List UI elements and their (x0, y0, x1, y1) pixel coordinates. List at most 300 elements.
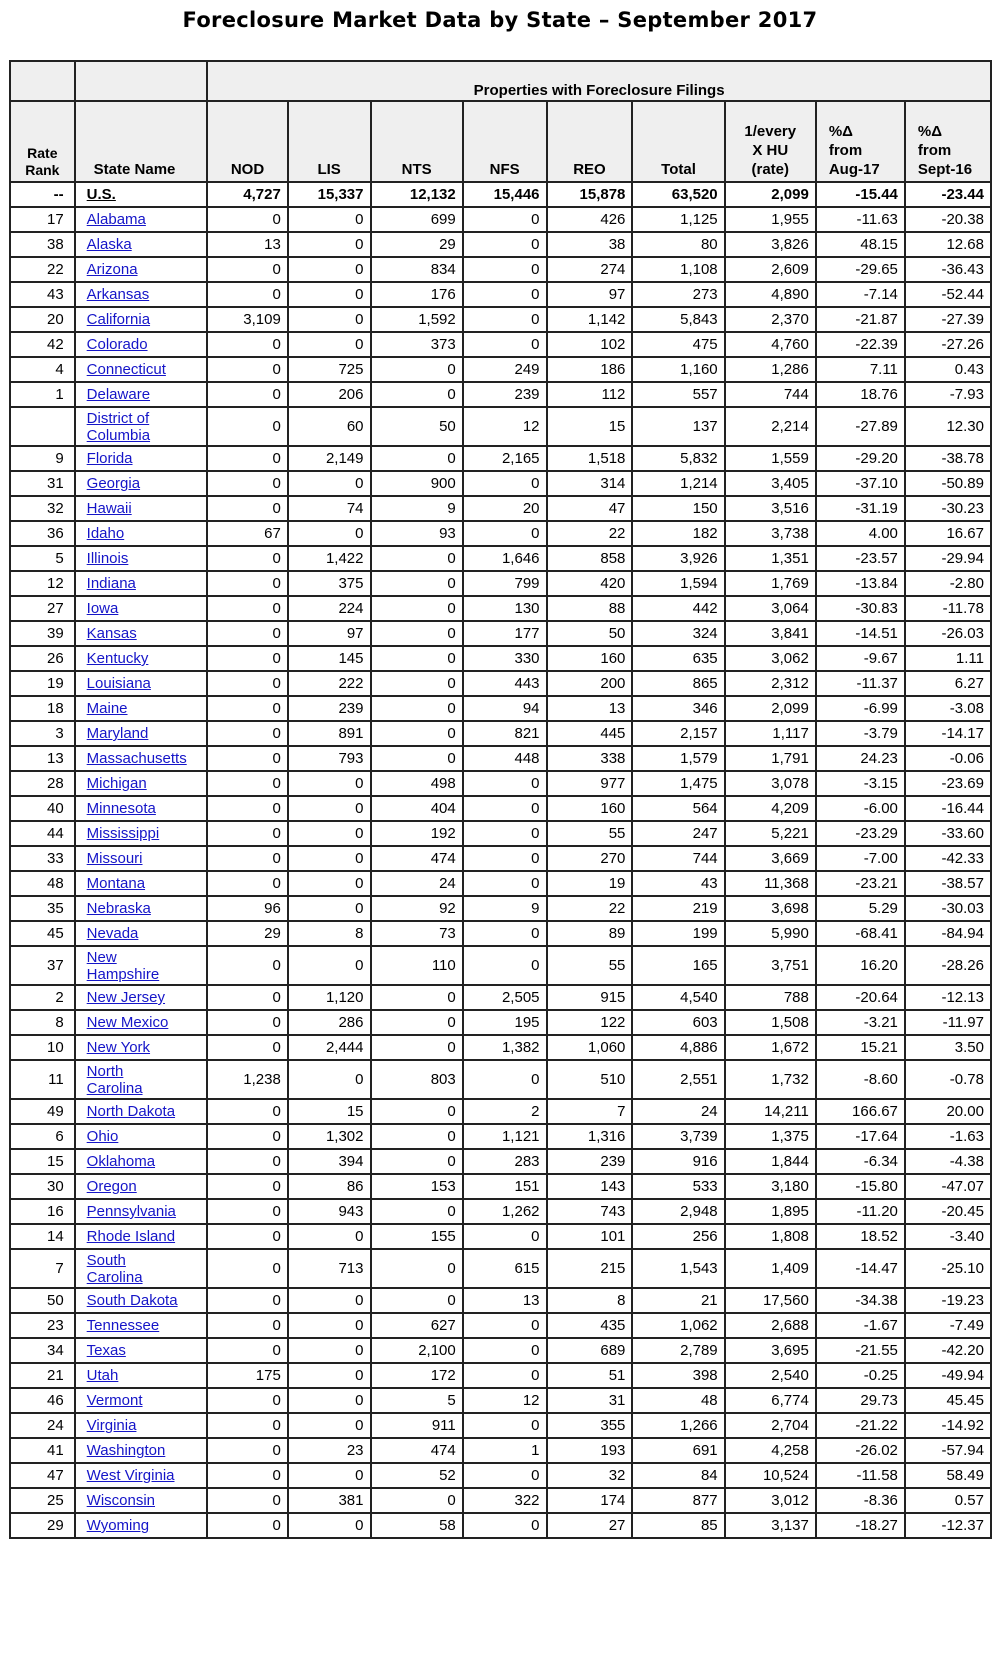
cell-reo: 977 (547, 771, 633, 796)
cell-state-name (75, 1363, 208, 1388)
table-row (10, 332, 991, 357)
cell-nts: 0 (371, 985, 463, 1010)
state-link[interactable] (87, 1467, 175, 1484)
cell-nts: 0 (371, 746, 463, 771)
cell-aug: -21.55 (816, 1338, 905, 1363)
cell-sept: -7.49 (905, 1313, 991, 1338)
cell-sept: 58.49 (905, 1463, 991, 1488)
cell-aug: -8.36 (816, 1488, 905, 1513)
state-link[interactable] (87, 1063, 143, 1097)
state-link[interactable] (87, 900, 151, 917)
header-rate-line3: (rate) (751, 161, 789, 178)
state-link[interactable] (87, 875, 145, 892)
cell-reo: 160 (547, 796, 633, 821)
state-link-text: U.S. (86, 186, 116, 203)
cell-nod: 0 (207, 257, 288, 282)
cell-nfs: 283 (463, 1149, 547, 1174)
state-link-text: Massachusetts (86, 750, 187, 767)
state-link-text: Alaska (86, 236, 132, 253)
state-link-text: Rhode Island (86, 1228, 176, 1245)
cell-state-name (75, 1338, 208, 1363)
cell-nfs: 1,262 (463, 1199, 547, 1224)
cell-sept: -38.78 (905, 446, 991, 471)
state-link[interactable] (87, 550, 129, 567)
state-link[interactable] (87, 1442, 166, 1459)
cell-rate-rank: 42 (10, 332, 75, 357)
cell-nts: 93 (371, 521, 463, 546)
table-row (10, 1388, 991, 1413)
cell-rate-rank (10, 407, 75, 446)
cell-rate: 3,841 (725, 621, 816, 646)
cell-aug: -1.67 (816, 1313, 905, 1338)
state-link[interactable] (87, 1317, 160, 1334)
cell-nts: 0 (371, 1199, 463, 1224)
cell-total: 346 (632, 696, 724, 721)
state-link-text: Colorado (86, 336, 148, 353)
cell-rate: 2,099 (725, 182, 816, 207)
state-link[interactable] (87, 1292, 178, 1309)
state-link[interactable] (87, 750, 187, 767)
cell-total: 691 (632, 1438, 724, 1463)
state-link[interactable] (87, 825, 160, 842)
state-link[interactable] (87, 1128, 119, 1145)
cell-total: 21 (632, 1288, 724, 1313)
state-link[interactable] (87, 1492, 155, 1509)
state-link[interactable] (87, 286, 150, 303)
cell-state-name (75, 357, 208, 382)
cell-nfs: 0 (463, 521, 547, 546)
cell-nod: 0 (207, 571, 288, 596)
cell-nfs: 799 (463, 571, 547, 596)
cell-state-name (75, 307, 208, 332)
cell-aug: -29.65 (816, 257, 905, 282)
cell-nfs: 0 (463, 1363, 547, 1388)
cell-lis: 0 (288, 946, 371, 985)
cell-aug: 18.52 (816, 1224, 905, 1249)
cell-nts: 699 (371, 207, 463, 232)
cell-sept: 45.45 (905, 1388, 991, 1413)
cell-reo: 122 (547, 1010, 633, 1035)
cell-aug: -11.63 (816, 207, 905, 232)
header-state-name: State Name (75, 101, 208, 182)
cell-sept: -0.06 (905, 746, 991, 771)
table-row (10, 307, 991, 332)
cell-nfs: 177 (463, 621, 547, 646)
state-link[interactable] (87, 600, 119, 617)
cell-rate-rank: 31 (10, 471, 75, 496)
cell-reo: 160 (547, 646, 633, 671)
header-total: Total (632, 101, 724, 182)
cell-sept: -27.39 (905, 307, 991, 332)
cell-nod: 0 (207, 1388, 288, 1413)
header-row-group (10, 61, 991, 101)
cell-sept: -52.44 (905, 282, 991, 307)
state-link[interactable] (87, 361, 166, 378)
cell-nts: 0 (371, 546, 463, 571)
state-link-text: Florida (86, 450, 133, 467)
cell-nod: 0 (207, 1199, 288, 1224)
state-link[interactable] (87, 1153, 155, 1170)
cell-sept: -4.38 (905, 1149, 991, 1174)
table-row (10, 382, 991, 407)
state-link[interactable] (87, 700, 128, 717)
cell-nod: 0 (207, 1513, 288, 1538)
cell-lis: 0 (288, 1313, 371, 1338)
cell-state-name (75, 1438, 208, 1463)
cell-rate-rank: 39 (10, 621, 75, 646)
cell-sept: 6.27 (905, 671, 991, 696)
cell-nod: 0 (207, 546, 288, 571)
cell-total: 1,594 (632, 571, 724, 596)
cell-lis: 0 (288, 282, 371, 307)
cell-nts: 404 (371, 796, 463, 821)
cell-total: 1,579 (632, 746, 724, 771)
table-row (10, 946, 991, 985)
cell-aug: -18.27 (816, 1513, 905, 1538)
cell-rate: 1,732 (725, 1060, 816, 1099)
cell-total: 85 (632, 1513, 724, 1538)
cell-lis: 60 (288, 407, 371, 446)
cell-nfs: 0 (463, 771, 547, 796)
cell-sept: 0.43 (905, 357, 991, 382)
cell-nts: 0 (371, 382, 463, 407)
header-blank-rank (10, 61, 75, 101)
cell-reo: 7 (547, 1099, 633, 1124)
cell-sept: -30.23 (905, 496, 991, 521)
table-row (10, 1124, 991, 1149)
cell-reo: 420 (547, 571, 633, 596)
state-link[interactable] (87, 989, 165, 1006)
state-link[interactable] (87, 1014, 169, 1031)
state-link[interactable] (87, 949, 160, 983)
state-link[interactable] (87, 850, 143, 867)
cell-nfs: 0 (463, 871, 547, 896)
cell-nts: 900 (371, 471, 463, 496)
table-row (10, 1035, 991, 1060)
cell-rate: 6,774 (725, 1388, 816, 1413)
cell-total: 1,160 (632, 357, 724, 382)
cell-lis: 0 (288, 521, 371, 546)
state-link[interactable] (87, 625, 137, 642)
cell-aug: -14.47 (816, 1249, 905, 1288)
cell-aug: -0.25 (816, 1363, 905, 1388)
cell-rate: 11,368 (725, 871, 816, 896)
cell-aug: -21.87 (816, 307, 905, 332)
cell-nts: 0 (371, 571, 463, 596)
cell-sept: -29.94 (905, 546, 991, 571)
cell-nfs: 0 (463, 207, 547, 232)
cell-lis: 15,337 (288, 182, 371, 207)
table-row (10, 207, 991, 232)
cell-lis: 0 (288, 1388, 371, 1413)
table-row (10, 721, 991, 746)
cell-rate-rank: 19 (10, 671, 75, 696)
cell-aug: -23.21 (816, 871, 905, 896)
state-link[interactable] (87, 450, 133, 467)
cell-state-name (75, 282, 208, 307)
cell-rate-rank: 13 (10, 746, 75, 771)
cell-reo: 102 (547, 332, 633, 357)
state-link[interactable] (87, 1392, 143, 1409)
header-pct-sept-line2: from (917, 142, 952, 159)
cell-aug: 29.73 (816, 1388, 905, 1413)
cell-rate-rank: 36 (10, 521, 75, 546)
state-link[interactable] (87, 1517, 149, 1534)
cell-reo: 31 (547, 1388, 633, 1413)
cell-nod: 0 (207, 282, 288, 307)
cell-aug: -8.60 (816, 1060, 905, 1099)
state-link-text: Columbia (86, 426, 151, 444)
cell-rate: 1,791 (725, 746, 816, 771)
cell-reo: 19 (547, 871, 633, 896)
cell-nfs: 12 (463, 407, 547, 446)
cell-rate-rank: 50 (10, 1288, 75, 1313)
cell-reo: 55 (547, 946, 633, 985)
state-link[interactable] (87, 500, 132, 517)
cell-rate: 1,286 (725, 357, 816, 382)
cell-rate: 3,405 (725, 471, 816, 496)
cell-aug: -21.22 (816, 1413, 905, 1438)
cell-rate: 4,760 (725, 332, 816, 357)
state-link-text: Hawaii (86, 500, 132, 517)
state-link-text: Pennsylvania (86, 1203, 176, 1220)
state-link[interactable] (87, 1039, 150, 1056)
state-link[interactable] (87, 1342, 126, 1359)
cell-rate: 744 (725, 382, 816, 407)
cell-lis: 0 (288, 771, 371, 796)
cell-reo: 174 (547, 1488, 633, 1513)
cell-rate: 2,214 (725, 407, 816, 446)
cell-lis: 0 (288, 471, 371, 496)
cell-state-name (75, 1149, 208, 1174)
cell-nts: 0 (371, 1288, 463, 1313)
cell-nts: 474 (371, 1438, 463, 1463)
state-link[interactable] (87, 575, 136, 592)
state-link[interactable] (87, 775, 147, 792)
cell-state-name (75, 1388, 208, 1413)
state-link[interactable] (87, 386, 150, 403)
cell-state-name (75, 871, 208, 896)
cell-state-name (75, 921, 208, 946)
state-link[interactable] (87, 1103, 175, 1120)
table-row (10, 1413, 991, 1438)
cell-nod: 0 (207, 696, 288, 721)
state-link[interactable] (87, 1252, 143, 1286)
cell-nts: 58 (371, 1513, 463, 1538)
cell-lis: 0 (288, 1463, 371, 1488)
state-link[interactable] (87, 261, 138, 278)
cell-nts: 155 (371, 1224, 463, 1249)
cell-rate: 1,808 (725, 1224, 816, 1249)
cell-state-name (75, 1224, 208, 1249)
header-pct-aug-line3: Aug-17 (828, 161, 880, 178)
cell-rate-rank: 33 (10, 846, 75, 871)
cell-rate: 5,990 (725, 921, 816, 946)
cell-rate-rank: 45 (10, 921, 75, 946)
cell-rate-rank: 29 (10, 1513, 75, 1538)
cell-sept: -27.26 (905, 332, 991, 357)
cell-state-name (75, 471, 208, 496)
cell-rate-rank: 38 (10, 232, 75, 257)
header-nts: NTS (371, 101, 463, 182)
cell-state-name (75, 621, 208, 646)
state-link[interactable] (87, 1417, 137, 1434)
cell-sept: -3.40 (905, 1224, 991, 1249)
cell-total: 324 (632, 621, 724, 646)
cell-reo: 8 (547, 1288, 633, 1313)
state-link[interactable] (87, 475, 140, 492)
state-link[interactable] (87, 236, 132, 253)
cell-nfs: 2 (463, 1099, 547, 1124)
cell-nts: 0 (371, 1249, 463, 1288)
cell-nfs: 12 (463, 1388, 547, 1413)
cell-rate: 3,695 (725, 1338, 816, 1363)
state-link[interactable] (87, 800, 156, 817)
cell-state-name (75, 446, 208, 471)
cell-nfs: 0 (463, 1224, 547, 1249)
state-link[interactable] (87, 925, 139, 942)
cell-lis: 97 (288, 621, 371, 646)
state-link[interactable] (87, 675, 151, 692)
state-link[interactable] (87, 410, 150, 444)
cell-nfs: 0 (463, 232, 547, 257)
cell-rate-rank: 6 (10, 1124, 75, 1149)
cell-rate-rank: 14 (10, 1224, 75, 1249)
cell-rate-rank: 20 (10, 307, 75, 332)
cell-aug: 24.23 (816, 746, 905, 771)
cell-rate: 1,769 (725, 571, 816, 596)
cell-nod: 0 (207, 746, 288, 771)
state-link-text: New Mexico (86, 1014, 169, 1031)
cell-aug: 48.15 (816, 232, 905, 257)
state-link-text: Tennessee (86, 1317, 160, 1334)
cell-rate: 788 (725, 985, 816, 1010)
state-link[interactable] (87, 186, 116, 203)
cell-nod: 1,238 (207, 1060, 288, 1099)
cell-rate-rank: 48 (10, 871, 75, 896)
state-link-text: New (86, 948, 117, 966)
cell-sept: -7.93 (905, 382, 991, 407)
cell-nts: 0 (371, 1099, 463, 1124)
cell-rate: 3,826 (725, 232, 816, 257)
cell-sept: -19.23 (905, 1288, 991, 1313)
cell-total: 3,926 (632, 546, 724, 571)
state-link[interactable] (87, 1203, 176, 1220)
cell-nod: 0 (207, 1224, 288, 1249)
cell-lis: 0 (288, 332, 371, 357)
cell-reo: 1,142 (547, 307, 633, 332)
state-link[interactable] (87, 311, 150, 328)
state-link[interactable] (87, 1367, 119, 1384)
table-row (10, 257, 991, 282)
cell-nod: 0 (207, 846, 288, 871)
state-link[interactable] (87, 1228, 175, 1245)
cell-rate-rank: 18 (10, 696, 75, 721)
cell-nts: 73 (371, 921, 463, 946)
cell-total: 865 (632, 671, 724, 696)
cell-state-name (75, 382, 208, 407)
cell-reo: 314 (547, 471, 633, 496)
cell-state-name (75, 1199, 208, 1224)
cell-state-name (75, 571, 208, 596)
state-link-text: Missouri (86, 850, 143, 867)
cell-aug: -14.51 (816, 621, 905, 646)
cell-rate: 2,312 (725, 671, 816, 696)
cell-reo: 51 (547, 1363, 633, 1388)
cell-total: 80 (632, 232, 724, 257)
cell-lis: 0 (288, 1288, 371, 1313)
cell-rate: 3,062 (725, 646, 816, 671)
cell-aug: -11.58 (816, 1463, 905, 1488)
cell-rate-rank: 8 (10, 1010, 75, 1035)
state-link[interactable] (87, 336, 148, 353)
cell-state-name (75, 1174, 208, 1199)
cell-lis: 0 (288, 796, 371, 821)
state-link[interactable] (87, 525, 125, 542)
cell-rate-rank: 24 (10, 1413, 75, 1438)
cell-aug: -11.37 (816, 671, 905, 696)
cell-reo: 200 (547, 671, 633, 696)
cell-sept: -25.10 (905, 1249, 991, 1288)
cell-nts: 498 (371, 771, 463, 796)
cell-sept: -11.97 (905, 1010, 991, 1035)
cell-total: 84 (632, 1463, 724, 1488)
cell-sept: 12.30 (905, 407, 991, 446)
cell-lis: 943 (288, 1199, 371, 1224)
table-row (10, 546, 991, 571)
cell-aug: -3.79 (816, 721, 905, 746)
cell-reo: 38 (547, 232, 633, 257)
cell-total: 199 (632, 921, 724, 946)
cell-lis: 0 (288, 871, 371, 896)
cell-state-name (75, 746, 208, 771)
state-link[interactable] (87, 1178, 137, 1195)
cell-rate: 1,559 (725, 446, 816, 471)
cell-nod: 0 (207, 1010, 288, 1035)
cell-aug: -7.00 (816, 846, 905, 871)
cell-nod: 0 (207, 646, 288, 671)
state-link[interactable] (87, 650, 149, 667)
cell-reo: 27 (547, 1513, 633, 1538)
cell-aug: -15.80 (816, 1174, 905, 1199)
cell-rate-rank: 1 (10, 382, 75, 407)
cell-aug: -68.41 (816, 921, 905, 946)
cell-nfs: 0 (463, 332, 547, 357)
cell-lis: 0 (288, 1513, 371, 1538)
cell-nts: 0 (371, 1149, 463, 1174)
cell-rate-rank: 17 (10, 207, 75, 232)
header-reo: REO (547, 101, 633, 182)
table-row (10, 1199, 991, 1224)
cell-lis: 1,422 (288, 546, 371, 571)
header-rate-rank-line2: Rank (25, 162, 60, 178)
cell-aug: -7.14 (816, 282, 905, 307)
state-link[interactable] (87, 211, 146, 228)
cell-nfs: 0 (463, 282, 547, 307)
cell-state-name (75, 332, 208, 357)
cell-reo: 355 (547, 1413, 633, 1438)
cell-sept: -38.57 (905, 871, 991, 896)
table-row (10, 496, 991, 521)
cell-nfs: 2,505 (463, 985, 547, 1010)
table-row (10, 1149, 991, 1174)
cell-sept: -12.37 (905, 1513, 991, 1538)
cell-sept: -20.45 (905, 1199, 991, 1224)
state-link[interactable] (87, 725, 149, 742)
cell-state-name (75, 646, 208, 671)
cell-lis: 713 (288, 1249, 371, 1288)
table-row (10, 1288, 991, 1313)
